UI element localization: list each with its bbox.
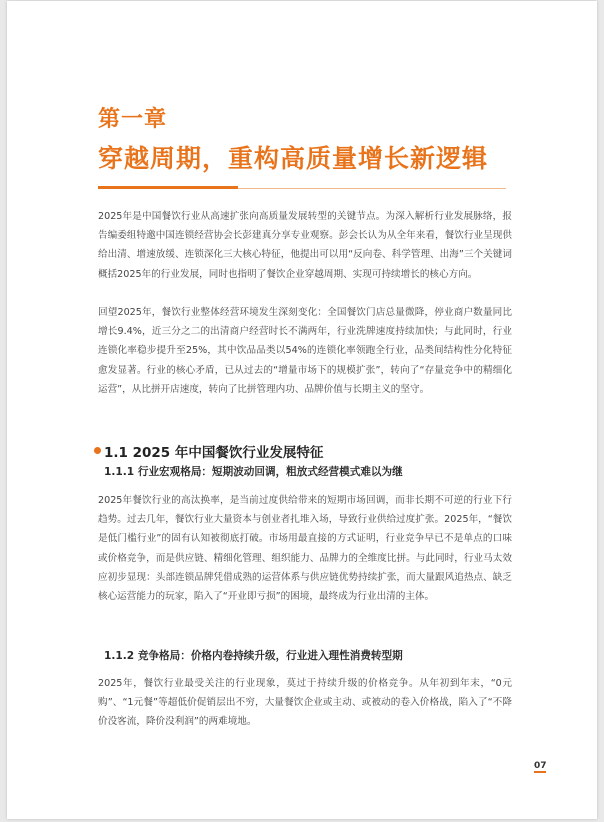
subsection-body-2: 2025年，餐饮行业最受关注的行业现象，莫过于持续升级的价格竞争。从年初到年末，“0元购”、“1元餐”等超低价促销层出不穷，大量餐饮企业或主动、或被动的卷入价格战，陷入了“不降价没客流，降价没利润”的两难境地。 <box>98 678 512 728</box>
document-page <box>7 1 597 819</box>
page-number: 07 <box>534 761 547 771</box>
chapter-title: 穿越周期，重构高质量增长新逻辑 <box>98 144 489 173</box>
subsection-body-1: 2025年餐饮行业的高汰换率，是当前过度供给带来的短期市场回调，而非长期不可逆的行业下行趋势。过去几年，餐饮行业大量资本与创业者扎堆入场，导致行业供给过度扩张。2025年，“餐饮是低门槛行业”的固有认知被彻底打破。市场用最直接的方式证明，行业竞争早已不是单点的口味或价格竞争，而是供应链、精细化管理、组织能力、品牌力的全维度比拼。与此同时，行业马太效应初步显现：头部连锁品牌凭借成熟的运营体系与供应链优势持续扩张，而大量跟风追热点、缺乏核心运营能力的玩家，陷入了“开业即亏损”的困境，最终成为行业出清的主体。 <box>98 495 512 603</box>
intro-paragraph-1: 2025年是中国餐饮行业从高速扩张向高质量发展转型的关键节点。为深入解析行业发展脉络，报告编委组特邀中国连锁经营协会长彭建真分享专业观察。彭会长认为从全年来看，餐饮行业呈现供给出清、增速放缓、连锁深化三大核心特征，他提出可以用“反向卷、科学管理、出海”三个关键词概括2025年的行业发展，同时也指明了餐饮企业穿越周期、实现可持续增长的核心方向。 <box>98 211 512 280</box>
subsection-heading-1: 1.1.1 行业宏观格局：短期波动回调，粗放式经营模式难以为继 <box>104 466 403 478</box>
subsection-heading-2: 1.1.2 竞争格局：价格内卷持续升级，行业进入理性消费转型期 <box>104 650 403 662</box>
page-number-underline <box>534 771 546 773</box>
title-divider-accent <box>98 186 238 189</box>
intro-paragraph-2: 回望2025年，餐饮行业整体经营环境发生深刻变化：全国餐饮门店总量微降，停业商户数量同比增长9.4%，近三分之二的出清商户经营时长不满两年，行业洗牌速度持续加快；与此同时，行业连锁化率稳步提升至25%，其中饮品品类以54%的连锁化率领跑全行业，品类间结构性分化特征愈发显著。行业的核心矛盾，已从过去的“增量市场下的规模扩张”，转向了“存量竞争中的精细化运营”，从比拼开店速度，转向了比拼管理内功、品牌价值与长期主义的坚守。 <box>98 307 512 395</box>
section-heading: 1.1 2025 年中国餐饮行业发展特征 <box>104 445 324 461</box>
section-bullet-icon <box>94 447 101 454</box>
chapter-label: 第一章 <box>98 107 168 132</box>
